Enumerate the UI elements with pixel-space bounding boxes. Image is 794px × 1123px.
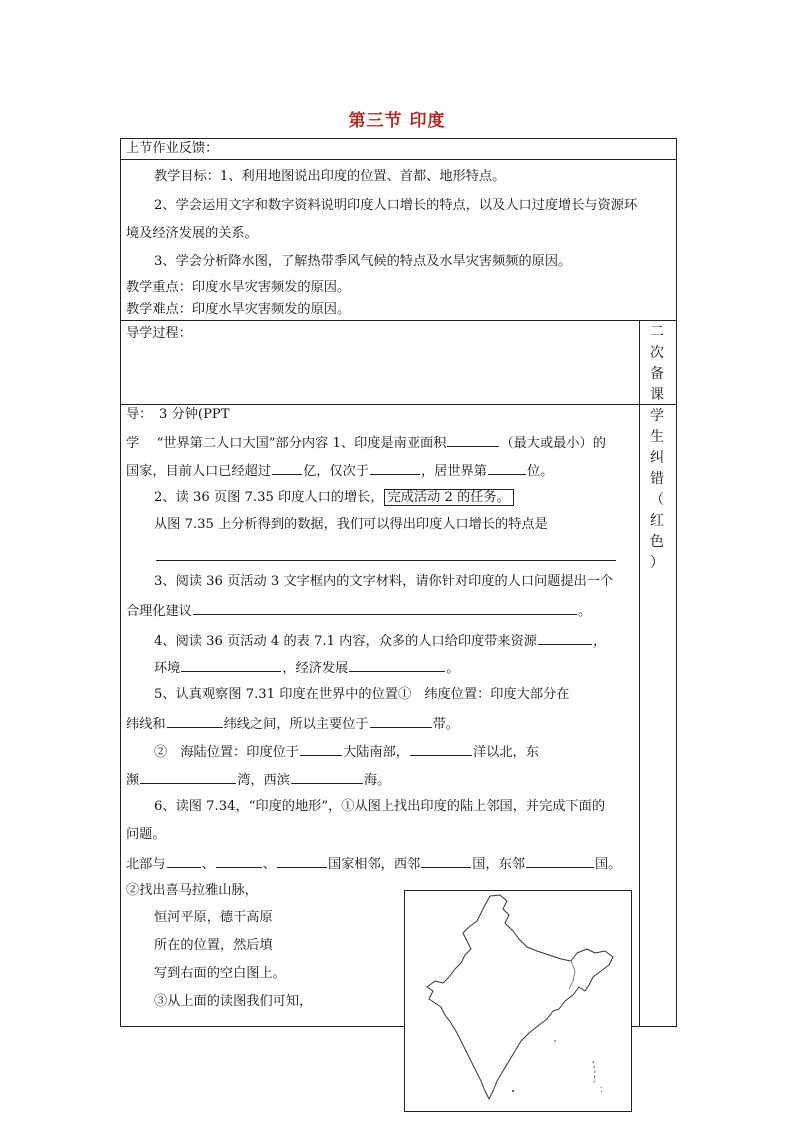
- q6-line-2: 问题。: [126, 827, 166, 842]
- blank-neighbor-1[interactable]: [167, 854, 201, 868]
- side-note-revision: 二 次 备 课: [650, 324, 664, 403]
- q5-line-3: ② 海陆位置：印度位于 大陆南部， 洋以北，东: [154, 742, 539, 762]
- q5-line-4: 濒 湾，西滨 海。: [126, 770, 390, 790]
- q6-sub-2-line-2: 恒河平原，德干高原: [154, 910, 273, 925]
- blank-suggestion[interactable]: [193, 601, 577, 615]
- q4-line-1: 4、阅读 36 页活动 4 的表 7.1 内容，众多的人口给印度带来资源 ，: [154, 631, 606, 651]
- q1-line-1: 学 “世界第二人口大国”部分内容 1、印度是南亚面积 （最大或最小）的: [126, 433, 606, 453]
- difficult-point: 教学难点：印度水旱灾害频发的原因。: [126, 302, 351, 317]
- blank-west-neighbor[interactable]: [421, 854, 471, 868]
- blank-east-neighbor[interactable]: [526, 854, 594, 868]
- q6-line-3: 北部与 、 、 国家相邻，西邻 国，东邻 国。: [126, 854, 621, 874]
- q5-line-1: 5、认真观察图 7.31 印度在世界中的位置① 纬度位置：印度大部分在: [154, 687, 570, 702]
- blank-population[interactable]: [272, 461, 302, 475]
- blank-second-to[interactable]: [370, 461, 420, 475]
- blank-zone[interactable]: [370, 714, 432, 728]
- blank-latitude-1[interactable]: [167, 714, 223, 728]
- india-map-icon: [405, 891, 631, 1111]
- goal-1: 教学目标：1、利用地图说出印度的位置、首都、地形特点。: [154, 169, 506, 184]
- q1-line-2: 国家，目前人口已经超过 亿，仅次于 ，居世界第 位。: [126, 461, 553, 481]
- feedback-label: 上节作业反馈：: [126, 141, 219, 156]
- q6-sub-2-line-4: 写到右面的空白图上。: [154, 966, 286, 981]
- page-title: 第三节 印度: [348, 111, 446, 131]
- key-point: 教学重点：印度水旱灾害频发的原因。: [126, 280, 351, 295]
- process-label: 导学过程：: [126, 326, 192, 341]
- q6-sub-3: ③从上面的读图我们可知，: [154, 994, 313, 1009]
- side-note-correction: 学 生 纠 错 （ 红 色 ）: [650, 408, 664, 571]
- blank-neighbor-2[interactable]: [216, 854, 262, 868]
- q6-line-1: 6、读图 7.34，“印度的地形”，①从图上找出印度的陆上邻国，并完成下面的: [154, 799, 606, 814]
- activity-2-box: 完成活动 2 的任务。: [384, 489, 514, 506]
- q3-line-2: 合理化建议 。: [126, 601, 591, 621]
- answer-line[interactable]: [156, 560, 616, 561]
- answer-line[interactable]: [120, 1026, 386, 1027]
- row-divider: [120, 159, 677, 160]
- row-divider: [120, 320, 677, 321]
- goal-2-line-2: 境及经济发展的关系。: [126, 226, 258, 241]
- blank-rank[interactable]: [488, 461, 526, 475]
- blank-ocean[interactable]: [410, 742, 472, 756]
- blank-sea[interactable]: [291, 770, 363, 784]
- india-outline-map[interactable]: [404, 890, 632, 1112]
- q5-line-2: 纬线和 纬线之间，所以主要位于 带。: [126, 714, 459, 734]
- q4-line-2: 环境 ，经济发展 。: [154, 658, 460, 678]
- blank-environment[interactable]: [181, 658, 281, 672]
- goal-2-line-1: 2、学会运用文字和数字资料说明印度人口增长的特点，以及人口过度增长与资源环: [154, 198, 638, 213]
- blank-bay[interactable]: [140, 770, 236, 784]
- goal-3: 3、学会分析降水图，了解热带季风气候的特点及水旱灾害频频的原因。: [154, 254, 572, 269]
- q3-line-1: 3、阅读 36 页活动 3 文字框内的文字材料，请你针对印度的人口问题提出一个: [154, 574, 614, 589]
- blank-continent[interactable]: [300, 742, 342, 756]
- q2-analysis: 从图 7.35 上分析得到的数据，我们可以得出印度人口增长的特点是: [154, 517, 548, 532]
- blank-area-size[interactable]: [447, 433, 499, 447]
- guide-header: 导： 3 分钟(PPT: [126, 407, 230, 422]
- q6-sub-2-line-3: 所在的位置，然后填: [154, 938, 273, 953]
- q6-sub-2-line-1: ②找出喜马拉雅山脉，: [126, 883, 258, 898]
- row-divider: [120, 404, 677, 405]
- blank-economy[interactable]: [349, 658, 445, 672]
- blank-neighbor-3[interactable]: [277, 854, 327, 868]
- q2-line: 2、读 36 页图 7.35 印度人口的增长， 完成活动 2 的任务。: [154, 489, 514, 507]
- blank-resources[interactable]: [538, 631, 592, 645]
